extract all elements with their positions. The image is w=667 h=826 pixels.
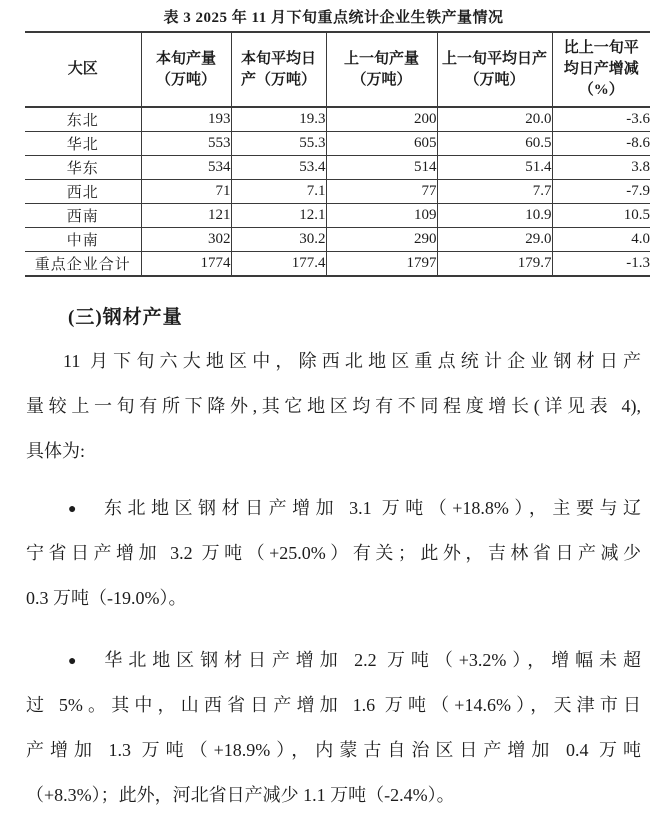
value-cell: 30.2 xyxy=(231,228,326,252)
bullet-line: （+8.3%）；此外，河北省日产减少 1.1 万吨（-2.4%）。 xyxy=(26,785,455,805)
bullet-line: 产增加 1.3 万吨（+18.9%），内蒙古自治区日产增加 0.4 万吨 xyxy=(26,740,641,760)
table-row-total xyxy=(25,252,650,277)
paragraph-line: 量较上一旬有所下降外,其它地区均有不同程度增长(详见表 4), xyxy=(26,396,641,416)
value-cell: 10.9 xyxy=(437,204,552,228)
region-cell: 西北 xyxy=(25,180,141,204)
bullet-line: 宁省日产增加 3.2 万吨（+25.0%）有关；此外，吉林省日产减少 xyxy=(26,543,641,563)
table-row xyxy=(25,156,650,180)
value-cell: 290 xyxy=(326,228,437,252)
value-cell: 71 xyxy=(141,180,231,204)
value-cell: 605 xyxy=(326,132,437,156)
value-cell: 1774 xyxy=(141,252,231,277)
value-cell: 179.7 xyxy=(437,252,552,277)
value-cell: 177.4 xyxy=(231,252,326,277)
value-cell: 55.3 xyxy=(231,132,326,156)
value-cell: -8.6 xyxy=(552,132,650,156)
value-cell: 77 xyxy=(326,180,437,204)
bullet-first-line xyxy=(26,638,641,683)
value-cell: -3.6 xyxy=(552,107,650,132)
value-cell: 60.5 xyxy=(437,132,552,156)
col-header-prev-output: 上一旬产量（万吨） xyxy=(326,32,437,107)
bullet-icon: ● xyxy=(68,654,77,669)
table-row xyxy=(25,132,650,156)
value-cell: 193 xyxy=(141,107,231,132)
bullet-line: 过 5%。其中，山西省日产增加 1.6 万吨（+14.6%），天津市日 xyxy=(26,695,641,715)
table-row xyxy=(25,228,650,252)
value-cell: 200 xyxy=(326,107,437,132)
bullet-item-northeast xyxy=(26,486,641,621)
value-cell: 10.5 xyxy=(552,204,650,228)
value-cell: -1.3 xyxy=(552,252,650,277)
pig-iron-table-container xyxy=(25,31,650,277)
col-header-region: 大区 xyxy=(25,32,141,107)
value-cell: 1797 xyxy=(326,252,437,277)
value-cell: 4.0 xyxy=(552,228,650,252)
value-cell: 53.4 xyxy=(231,156,326,180)
value-cell: 7.7 xyxy=(437,180,552,204)
value-cell: 19.3 xyxy=(231,107,326,132)
bullet-item-north-china xyxy=(26,638,641,818)
region-cell: 重点企业合计 xyxy=(25,252,141,277)
region-cell: 华东 xyxy=(25,156,141,180)
bullet-line: 0.3 万吨（-19.0%）。 xyxy=(26,588,187,608)
bullet-text: 东北地区钢材日产增加 3.1 万吨（+18.8%），主要与辽 xyxy=(98,498,641,518)
header-row xyxy=(25,32,650,107)
value-cell: 553 xyxy=(141,132,231,156)
table-title: 表 3 2025 年 11 月下旬重点统计企业生铁产量情况 xyxy=(163,10,504,26)
value-cell: 121 xyxy=(141,204,231,228)
value-cell: 7.1 xyxy=(231,180,326,204)
value-cell: 51.4 xyxy=(437,156,552,180)
region-cell: 华北 xyxy=(25,132,141,156)
value-cell: 29.0 xyxy=(437,228,552,252)
value-cell: 20.0 xyxy=(437,107,552,132)
col-header-change-pct: 比上一旬平均日产增减（%） xyxy=(552,32,650,107)
table-body xyxy=(25,107,650,276)
intro-paragraph xyxy=(26,339,641,474)
paragraph-line: 具体为: xyxy=(26,441,86,461)
section-heading: (三)钢材产量 xyxy=(68,307,183,328)
region-cell: 西南 xyxy=(25,204,141,228)
col-header-prev-daily-avg: 上一旬平均日产（万吨） xyxy=(437,32,552,107)
value-cell: 302 xyxy=(141,228,231,252)
bullet-text: 华北地区钢材日产增加 2.2 万吨（+3.2%），增幅未超 xyxy=(98,650,641,670)
value-cell: 109 xyxy=(326,204,437,228)
pig-iron-production-table xyxy=(25,31,650,277)
table-row xyxy=(25,204,650,228)
value-cell: 534 xyxy=(141,156,231,180)
bullet-icon: ● xyxy=(68,502,77,517)
table-row xyxy=(25,180,650,204)
col-header-current-output: 本旬产量（万吨） xyxy=(141,32,231,107)
region-cell: 东北 xyxy=(66,113,99,129)
region-cell: 中南 xyxy=(25,228,141,252)
table-header xyxy=(25,32,650,107)
col-header-current-daily-avg: 本旬平均日产（万吨） xyxy=(231,32,326,107)
value-cell: 3.8 xyxy=(552,156,650,180)
table-row xyxy=(25,107,650,132)
value-cell: -7.9 xyxy=(552,180,650,204)
value-cell: 514 xyxy=(326,156,437,180)
paragraph-line: 11 月下旬六大地区中，除西北地区重点统计企业钢材日产 xyxy=(63,351,641,371)
value-cell: 12.1 xyxy=(231,204,326,228)
bullet-first-line xyxy=(26,486,641,531)
